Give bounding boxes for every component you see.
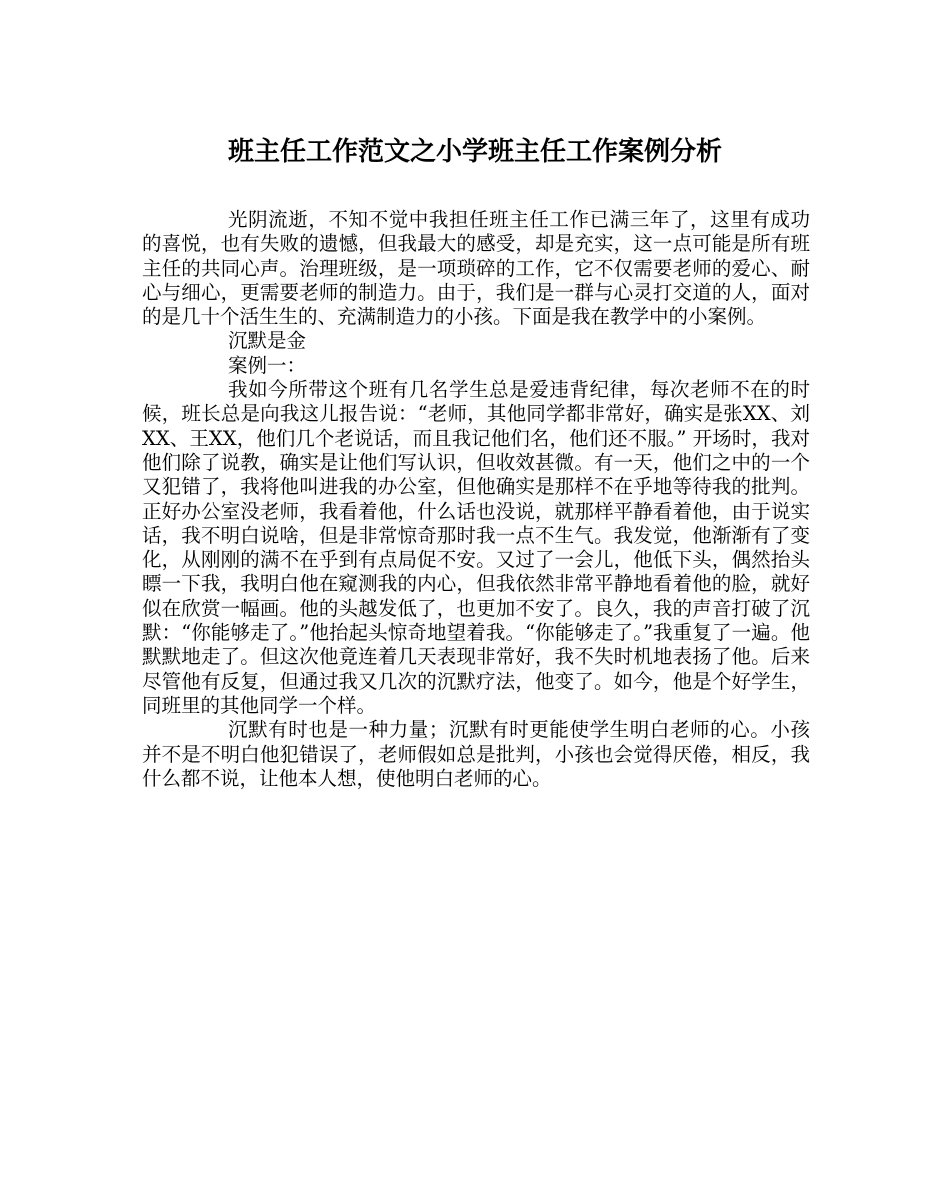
paragraph-intro: 光阴流逝，不知不觉中我担任班主任工作已满三年了，这里有成功的喜悦，也有失败的遗憾，但我最大的感受，却是充实，这一点可能是所有班主任的共同心声。治理班级，是一项琐碎的工作，它不仅需要老师的爱心、耐心与细心，更需要老师的制造力。由于，我们是一群与心灵打交道的人，面对的是几十个活生生的、充满制造力的小孩。下面是我在教学中的小案例。 xyxy=(142,208,810,329)
paragraph-case-story: 我如今所带这个班有几名学生总是爱违背纪律，每次老师不在的时候，班长总是向我这儿报告说：“老师，其他同学都非常好，确实是张XX、刘XX、王XX，他们几个老说话，而且我记他们名，他们还不服。” 开场时，我对他们除了说教，确实是让他们写认识，但收效甚微。有一天，他们之中的一个又犯错了，我将他叫进我的办公室，但他确实是那样不在乎地等待我的批判。正好办公室没老师，我看着他，什么话也没说，就那样平静看着他，由于说实话，我不明白说啥，但是非常惊奇那时我一点不生气。我发觉，他渐渐有了变化，从刚刚的满不在乎到有点局促不安。又过了一会儿，他低下头，偶然抬头瞟一下我，我明白他在窥测我的内心，但我依然非常平静地看着他的脸，就好似在欣赏一幅画。他的头越发低了，也更加不安了。良久，我的声音打破了沉默：“你能够走了。”他抬起头惊奇地望着我。“你能够走了。”我重复了一遍。他默默地走了。但这次他竟连着几天表现非常好，我不失时机地表扬了他。后来尽管他有反复，但通过我又几次的沉默疗法，他变了。如今，他是个好学生，同班里的其他同学一个样。 xyxy=(142,378,810,717)
document-body xyxy=(142,208,810,791)
document-title: 班主任工作范文之小学班主任工作案例分析 xyxy=(227,137,722,167)
section-heading: 沉默是金 xyxy=(228,329,307,353)
case-label: 案例一： xyxy=(228,353,307,377)
paragraph-conclusion: 沉默有时也是一种力量；沉默有时更能使学生明白老师的心。小孩并不是不明白他犯错误了，老师假如总是批判，小孩也会觉得厌倦，相反，我什么都不说，让他本人想，使他明白老师的心。 xyxy=(142,718,810,790)
